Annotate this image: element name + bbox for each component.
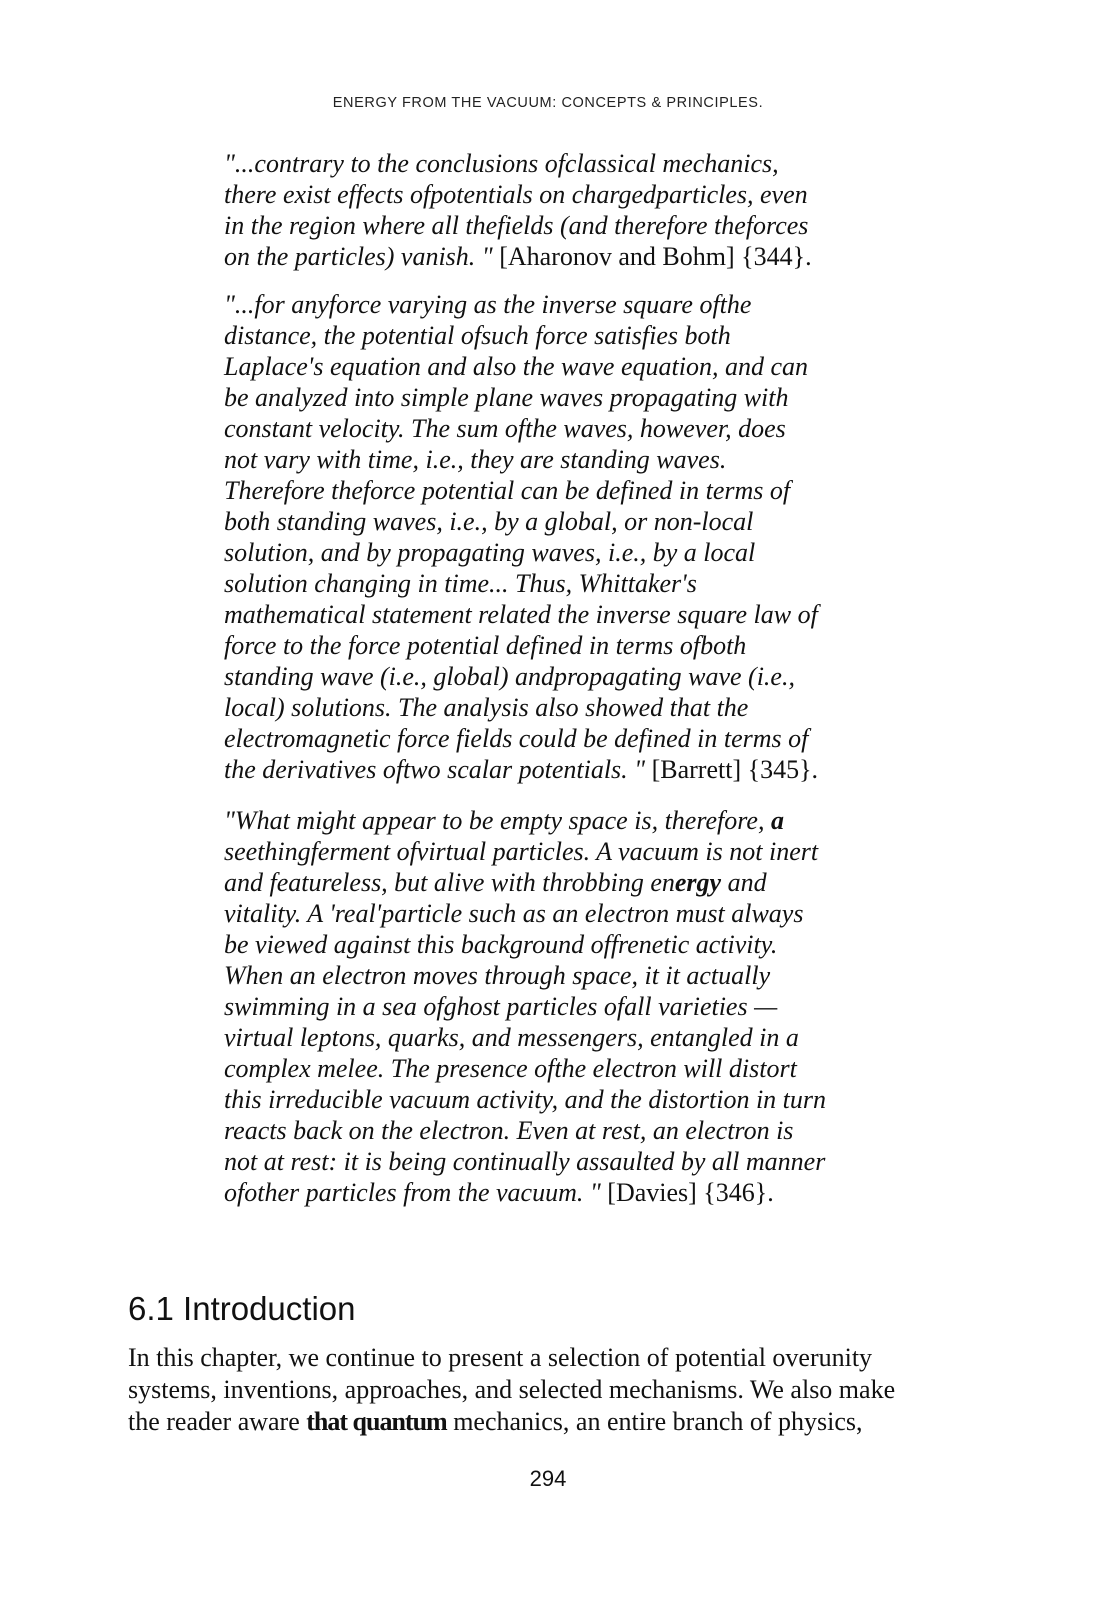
epigraph-quote-davies [224,805,884,1208]
quote-citation: [Davies] {346}. [600,1178,774,1207]
quote-line: electromagnetic force fields could be defined in terms of [224,724,809,753]
quote-bold-text: ergy [674,868,722,897]
quote-line: be analyzed into simple plane waves propagating with [224,383,789,412]
body-bold-text: that quantum [306,1407,447,1436]
quote-line: solution, and by propagating waves, i.e., by a local [224,538,756,567]
quote-text: the derivatives oftwo scalar potentials. " [224,755,646,784]
quote-line: reacts back on the electron. Even at rest, an electron is [224,1116,794,1145]
quote-line: force to the force potential defined in terms ofboth [224,631,747,660]
quote-line: be viewed against this background offrenetic activity. [224,930,778,959]
quote-line: distance, the potential ofsuch force satisfies both [224,321,731,350]
quote-citation: [Barrett] {345}. [645,755,819,784]
page-number: 294 [529,1466,567,1491]
quote-line: "...for anyforce varying as the inverse square ofthe [224,290,752,319]
quote-text: and [721,868,767,897]
quote-line: in the region where all thefields (and therefore theforces [224,211,809,240]
quote-text: "What might appear to be empty space is, therefore, [224,806,771,835]
quote-line: swimming in a sea ofghost particles ofall varieties — [224,992,778,1021]
quote-line: complex melee. The presence ofthe electron will distort [224,1054,797,1083]
quote-line: Laplace's equation and also the wave equation, and can [224,352,808,381]
quote-text: and featureless, but alive with throbbing en [224,868,675,897]
quote-last-line [224,754,884,785]
quote-last-line [224,1177,884,1208]
section-heading: 6.1 Introduction [128,1290,356,1327]
quote-citation: [Aharonov and Bohm] {344}. [492,242,812,271]
quote-line: constant velocity. The sum ofthe waves, however, does [224,414,786,443]
quote-line: there exist effects ofpotentials on chargedparticles, even [224,180,808,209]
quote-line: solution changing in time... Thus, Whittaker's [224,569,697,598]
body-line: In this chapter, we continue to present a selection of potential overunity [128,1343,873,1372]
quote-text: on the particles) vanish. " [224,242,493,271]
quote-line: local) solutions. The analysis also showed that the [224,693,749,722]
body-paragraph [128,1342,968,1438]
quote-bold-text: a [770,806,784,835]
quote-line: not vary with time, i.e., they are standing waves. [224,445,727,474]
quote-line: mathematical statement related the inverse square law of [224,600,818,629]
quote-line: not at rest: it is being continually assaulted by all manner [224,1147,826,1176]
quote-line: both standing waves, i.e., by a global, or non-local [224,507,754,536]
body-line: systems, inventions, approaches, and selected mechanisms. We also make [128,1375,896,1404]
epigraph-quote-aharonov-bohm [224,148,884,272]
body-text: the reader aware [128,1407,307,1436]
quote-line: When an electron moves through space, it it actually [224,961,771,990]
quote-line [224,805,884,836]
quote-text: ofother particles from the vacuum. " [224,1178,601,1207]
running-header: ENERGY FROM THE VACUUM: CONCEPTS & PRINCIPLES. [332,95,764,111]
quote-line: standing wave (i.e., global) andpropagating wave (i.e., [224,662,795,691]
quote-line: Therefore theforce potential can be defined in terms of [224,476,791,505]
quote-line [224,867,884,898]
quote-line: "...contrary to the conclusions ofclassical mechanics, [224,149,779,178]
quote-last-line [224,241,884,272]
body-text: mechanics, an entire branch of physics, [446,1407,863,1436]
quote-line: this irreducible vacuum activity, and the distortion in turn [224,1085,827,1114]
quote-line: vitality. A 'real'particle such as an electron must always [224,899,804,928]
body-line [128,1406,968,1438]
quote-line: seethingferment ofvirtual particles. A vacuum is not inert [224,837,819,866]
quote-line: virtual leptons, quarks, and messengers, entangled in a [224,1023,799,1052]
epigraph-quote-barrett [224,289,884,785]
